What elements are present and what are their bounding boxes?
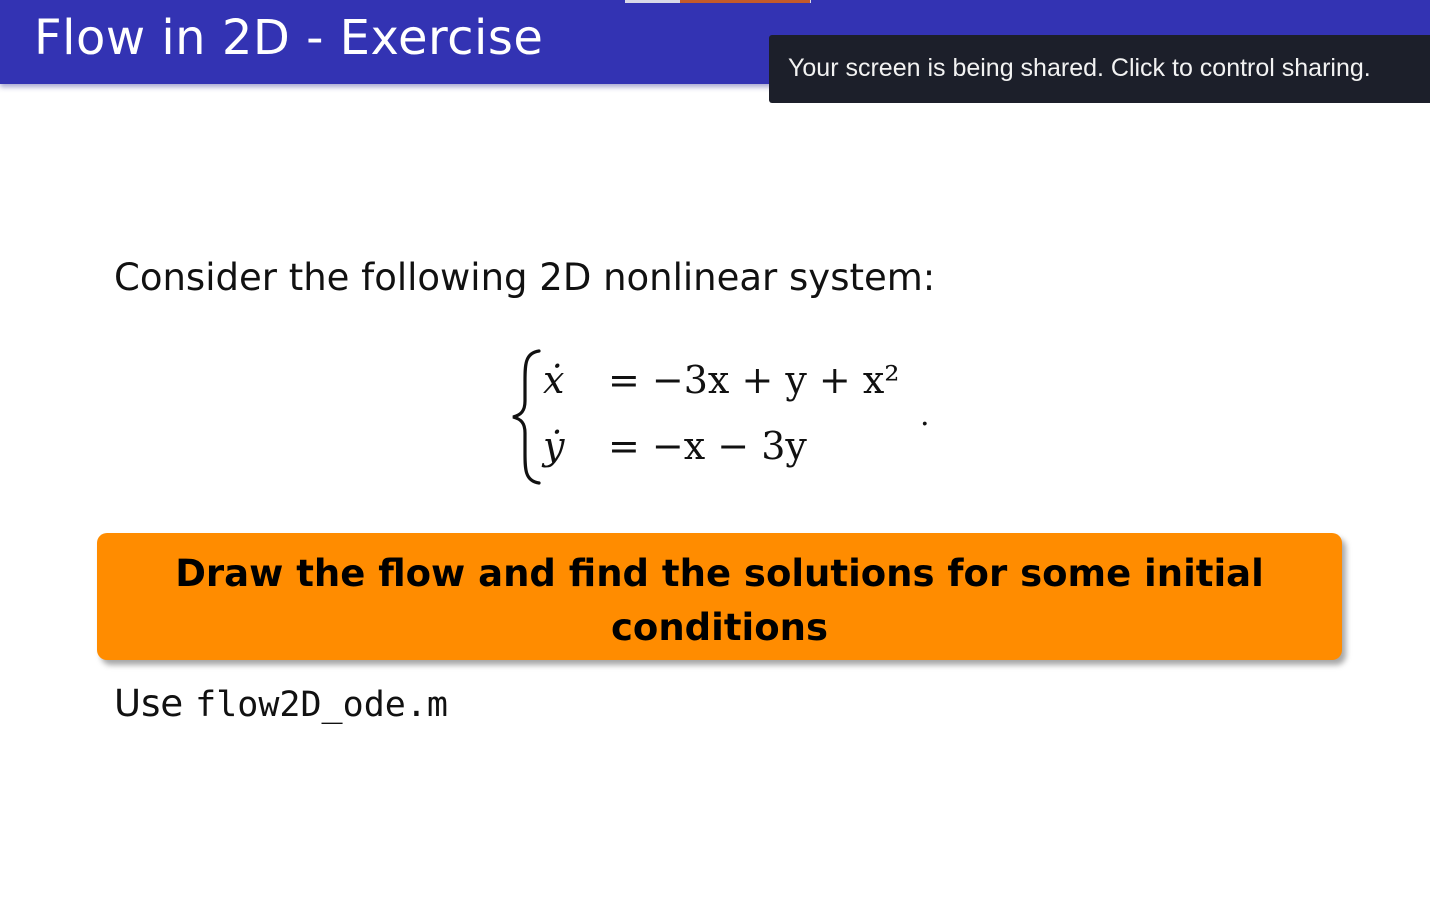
screen-share-banner[interactable] xyxy=(769,35,1430,103)
equation-period: . xyxy=(920,398,930,433)
use-label: Use xyxy=(114,682,184,725)
window-tab-accent[interactable] xyxy=(680,0,810,3)
equation-row2-rhs: = −x − 3y xyxy=(608,424,807,468)
equation-row1-rhs: = −3x + y + x² xyxy=(608,358,900,402)
exercise-alert-text: Draw the flow and find the solutions for some initial conditions xyxy=(175,552,1264,649)
matlab-file-name: flow2D_ode.m xyxy=(195,685,448,725)
slide-title: Flow in 2D - Exercise xyxy=(34,10,544,66)
exercise-alert-block xyxy=(97,533,1342,660)
screen-share-text: Your screen is being shared. Click to control sharing. xyxy=(788,54,1371,82)
equation-row2-lhs: ẏ xyxy=(543,424,565,468)
left-brace xyxy=(511,347,541,487)
intro-text: Consider the following 2D nonlinear system: xyxy=(114,256,936,299)
equation-row1-lhs: ẋ xyxy=(543,358,565,402)
use-file-line xyxy=(114,682,448,725)
